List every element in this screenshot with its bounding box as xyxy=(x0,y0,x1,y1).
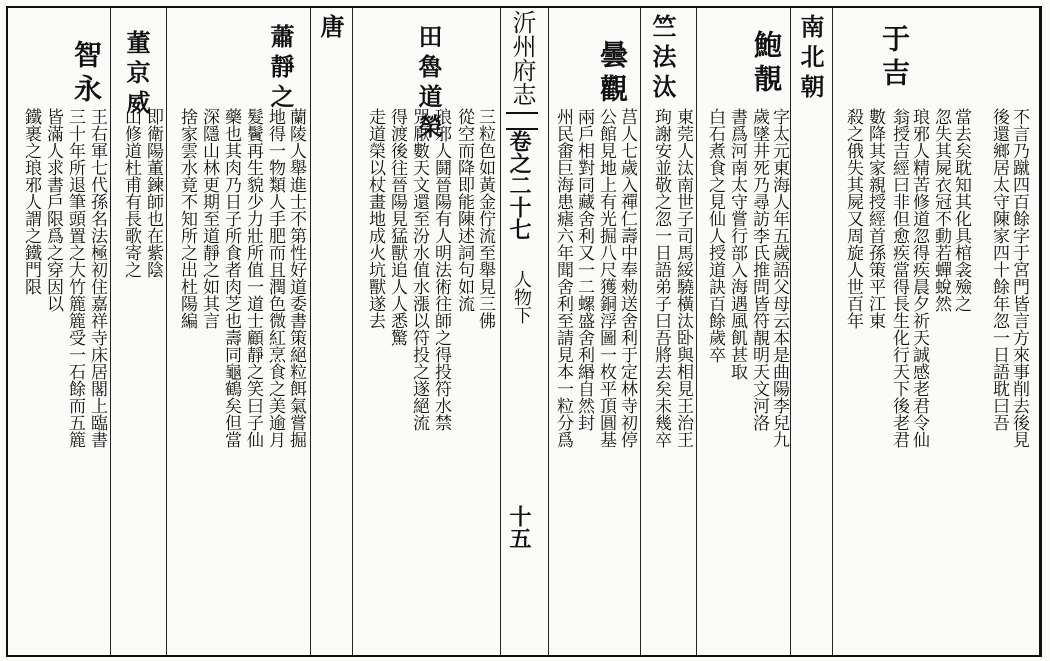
entry-heading-yuji: 于吉 xyxy=(878,24,911,92)
right-border xyxy=(1039,6,1042,657)
column-rule xyxy=(790,8,791,655)
text-column: 當去矣耽知其化具棺衾殮之 xyxy=(951,108,971,312)
entry-heading-xiaojing: 蕭靜之 xyxy=(266,24,295,114)
book-title: 沂州府志 xyxy=(508,10,536,106)
page-number: 十五 xyxy=(506,505,532,549)
entry-heading-tianlu: 田魯道榮 xyxy=(414,24,443,144)
text-column: 殺之俄失其屍又周旋人世百年 xyxy=(843,108,863,329)
text-column: 髮鬢再生貌少力壯所值一道士顧靜之笑曰子仙 xyxy=(243,108,263,448)
text-column: 咒厭數天文還至汾水值水漲以符投之遂絕流 xyxy=(409,108,429,431)
text-column: 山修道杜甫有長歌寄之 xyxy=(121,108,141,278)
text-column: 琅邪人鬪晉陽有人明法術往師之得投符水禁 xyxy=(431,108,451,431)
text-column: 忽失其屍衣冠不動若蟬蛻然 xyxy=(931,108,951,312)
text-column: 鐵裹之琅邪人謂之鐵門限 xyxy=(21,108,41,295)
text-column: 兩戶相對同藏舍利又一二螺盛舍利緡自然封 xyxy=(574,108,594,431)
entry-heading-tanguan: 曇觀 xyxy=(596,40,629,108)
text-column: 珣謝安並敬之忽一日語弟子曰吾將去矣未幾卒 xyxy=(651,108,671,448)
entry-heading-baoliang: 鮑靚 xyxy=(750,30,783,98)
text-column: 白石煮食之見仙人授道訣百餘歲卒 xyxy=(705,108,725,363)
text-column: 公館見地上有光掘八尺獲銅浮圖一枚平頂圓基 xyxy=(596,108,616,448)
dynasty-heading: 南北朝 xyxy=(796,14,825,104)
top-border xyxy=(6,6,1042,8)
text-column: 深隱山林更期至道靜之如其言 xyxy=(199,108,219,329)
text-column: 字太元東海人年五歲語父母云本是曲陽李兒九 xyxy=(769,108,789,448)
fish-tail-mark xyxy=(506,112,538,130)
text-column: 書爲河南太守嘗行部入海遇風飢甚取 xyxy=(727,108,747,380)
text-column: 地得一物類人手肥而且潤色微紅烹食之美逾月 xyxy=(265,108,285,448)
text-column: 不言乃蹴四百餘字于宮門皆言方來事削去後見 xyxy=(1009,108,1029,448)
column-rule xyxy=(640,8,641,655)
entry-heading-zhiyong: 智永 xyxy=(70,40,103,108)
text-column: 三粒色如黃金佇流至舉見三佛 xyxy=(475,108,495,329)
entry-heading-zhufatai: 竺法汰 xyxy=(648,14,677,104)
column-rule xyxy=(352,8,353,655)
left-border xyxy=(6,6,8,657)
column-rule xyxy=(310,8,311,655)
text-column: 東莞人汰南世子司馬綏驍橫汰卧與相見王治王 xyxy=(673,108,693,448)
text-column: 皆滿人求書戶限爲之穿因以 xyxy=(43,108,63,312)
column-rule xyxy=(500,8,501,655)
text-column: 翁授吉經曰非但愈疾當得長生化行天下後老君 xyxy=(889,108,909,448)
column-rule xyxy=(832,8,833,655)
text-column: 歲墜井死乃尋訪李氏推問皆符靚明天文河洛 xyxy=(749,108,769,431)
column-rule xyxy=(696,8,697,655)
text-column: 數降其家親授經首孫策平江東 xyxy=(865,108,885,329)
column-rule xyxy=(548,8,549,655)
text-column: 得渡後往晉陽見猛獸追人人悉驚 xyxy=(387,108,407,346)
text-column: 藥也其肉乃日子所食者肉芝也壽同龜鶴矣但當 xyxy=(221,108,241,448)
text-column: 即衛陽董鍊師也在紫陰 xyxy=(143,108,163,278)
text-column: 後還鄉居太守陳家四十餘年忽一日語耽曰吾 xyxy=(989,108,1009,431)
section-label: 人物下 xyxy=(511,270,532,324)
text-column: 捨家雲水竟不知所之出杜陽編 xyxy=(177,108,197,329)
text-column: 三十年所退筆頭置之大竹簏簏受一石餘而五簏 xyxy=(65,108,85,448)
volume-label: 卷之二十七 xyxy=(506,130,532,240)
column-rule xyxy=(110,8,111,655)
text-column: 王右軍七代孫名法極初住嘉祥寺床居閣上臨書 xyxy=(87,108,107,448)
column-rule xyxy=(166,8,167,655)
text-column: 蘭陵人舉進士不第性好道委書策絕粒餌氣嘗掘 xyxy=(286,108,306,448)
text-column: 琅邪人精苦修道忽得疾晨夕祈天誠感老君令仙 xyxy=(909,108,929,448)
text-column: 走道榮以杖畫地成火坑獸遂去 xyxy=(365,108,385,329)
dynasty-heading: 唐 xyxy=(316,14,345,44)
text-column: 州民畬巨海患瘧六年聞舍利至請見本一粒分爲 xyxy=(553,108,573,448)
bottom-border xyxy=(6,655,1042,657)
text-column: 莒人七歲入禪仁壽中奉勑送舍利于定林寺初停 xyxy=(617,108,637,448)
entry-heading-dongjingwei: 董京威 xyxy=(122,30,151,120)
text-column: 從空而降即能陳述詞句如流 xyxy=(454,108,474,312)
